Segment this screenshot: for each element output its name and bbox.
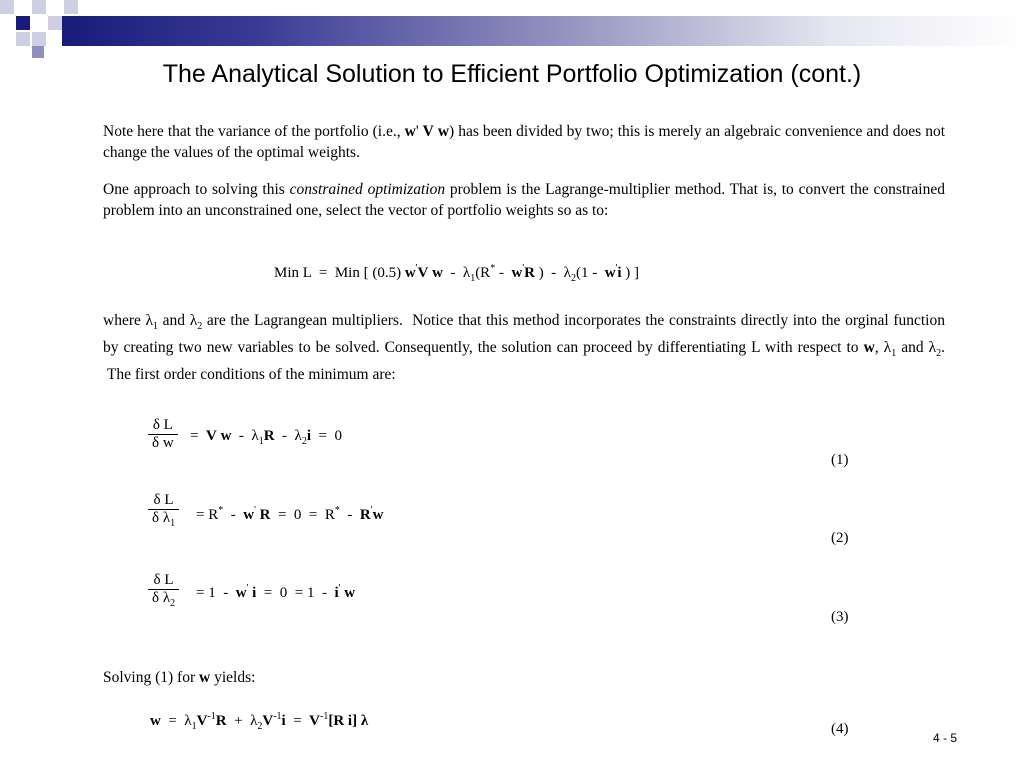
- header-square: [48, 16, 62, 30]
- eq4-solution: $w = \lambda_1V^{-1}R + \lambda_2V^{-1}i = V^{-1}[R$ i] λ: [150, 711, 369, 732]
- eq4-label: (4): [831, 721, 849, 737]
- header-square: [64, 0, 78, 14]
- eq3-derivative: [148, 572, 179, 609]
- slide-title: The Analytical Solution to Efficient Portfolio Optimization (cont.): [162, 60, 862, 88]
- header-square: [32, 32, 46, 46]
- header-square: [32, 46, 44, 58]
- lagrangian-equation: Min L = Min [ (0.5) w'V w - $\lambda_1(R^* - w'R$ ) - $\lambda_2(1 - w'i$ ) ]: [274, 263, 640, 284]
- eq2-denominator: δ $\lambda_1$: [152, 510, 176, 529]
- eq2-derivative: [148, 492, 179, 529]
- paragraph-multipliers: where $\lambda_1$ and $\lambda_2$ are the Lagrangean multipliers. Notice that this method incorporates the constraints directly into the orginal function by creating two new variables to be solved. Consequently, the solution can proceed by differentiating L with respect to w, $\lambda_1$ and $\lambda_2$. The first order conditions of the minimum are:: [103, 312, 945, 384]
- header-decoration: [0, 0, 1024, 48]
- eq3-numerator: δ L: [148, 572, 179, 590]
- header-square: [16, 16, 30, 30]
- eq1-label: (1): [831, 452, 849, 468]
- header-square: [16, 32, 30, 46]
- paragraph-variance-note: Note here that the variance of the portfolio (i.e., w' V w) has been divided by two; this is merely an algebraic convenience and does not change the values of the optimal weights.: [103, 123, 946, 161]
- paragraph-lagrange-intro: One approach to solving this constrained optimization problem is the Lagrange-multiplier method. That is, to convert the constrained problem into an unconstrained one, select the vector of portfolio weights so as to:: [103, 181, 945, 219]
- header-gradient-bar: [62, 16, 1024, 46]
- eq1-rhs: = V $w - \lambda_1R - \lambda_2i = 0$: [190, 428, 342, 447]
- eq3-denominator: δ $\lambda_2$: [152, 590, 176, 609]
- eq3-label: (3): [831, 609, 849, 625]
- page-number: 4 - 5: [933, 731, 958, 745]
- header-square: [0, 0, 14, 14]
- eq2-rhs: = R* - w' R = 0 = R* - R'w: [196, 505, 384, 523]
- eq1-denominator: δ w: [152, 435, 174, 451]
- eq1-numerator: δ L: [148, 417, 178, 435]
- eq2-label: (2): [831, 530, 849, 546]
- eq3-rhs: = 1 - w' i = 0 = 1 - i' w: [196, 583, 356, 601]
- header-square: [32, 0, 46, 14]
- paragraph-solving: Solving (1) for w yields:: [103, 669, 256, 686]
- eq2-numerator: δ L: [148, 492, 179, 510]
- eq1-derivative: [148, 417, 178, 452]
